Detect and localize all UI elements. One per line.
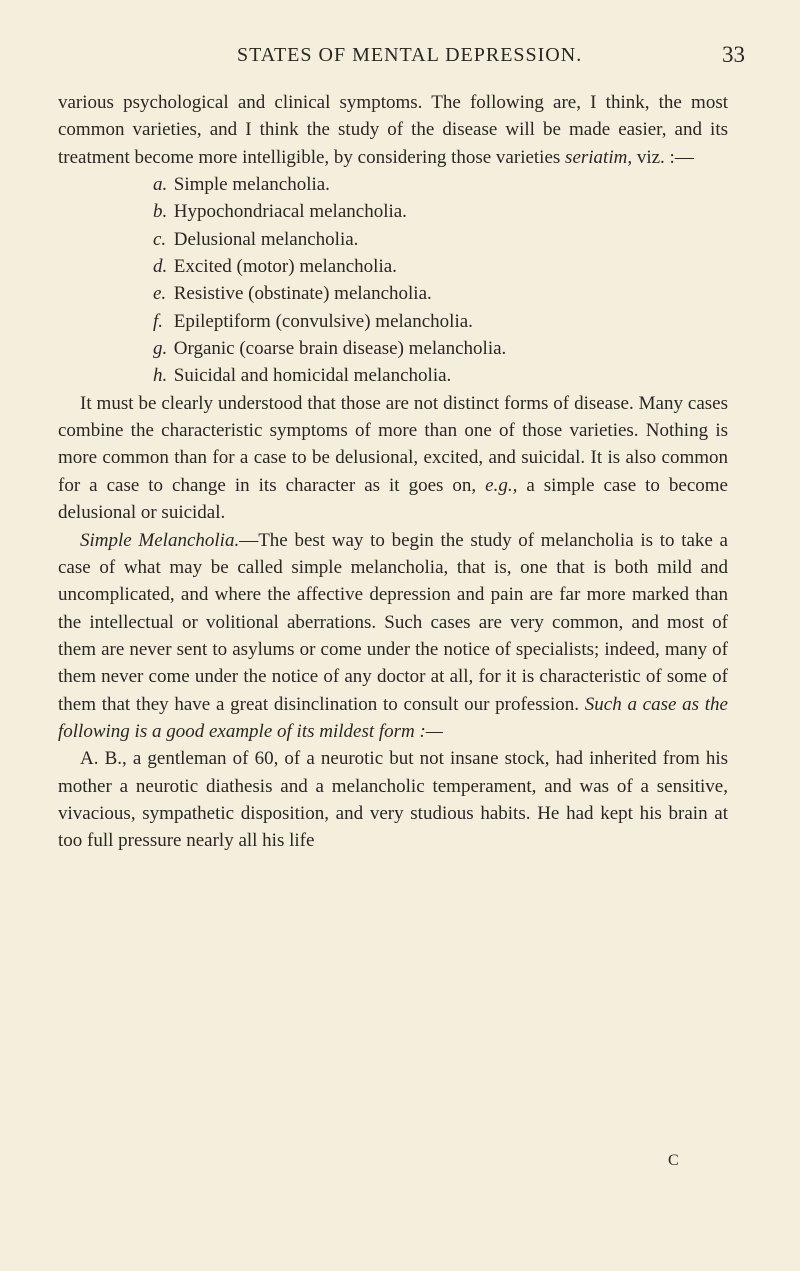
- section-heading: Simple Melancholia.: [80, 529, 240, 551]
- list-item: [58, 362, 728, 389]
- list-item: [58, 171, 728, 198]
- list-letter: a.: [153, 174, 168, 196]
- varieties-list: [58, 171, 728, 390]
- list-label: Suicidal and homicidal melancholia.: [173, 365, 452, 387]
- body-text: [58, 89, 728, 855]
- list-item: [58, 226, 728, 253]
- running-title: STATES OF MENTAL DEPRESSION.: [237, 44, 583, 66]
- list-letter: e.: [153, 283, 167, 305]
- para2-before: It must be clearly understood that those are not distinct forms of disease. Many cases combine the characteristic symptoms of more than one of those varieties. Nothing is more common than for a case to be delusional, excited, and suicidal. It is also common for a case to change in its character as it goes on,: [58, 392, 728, 496]
- list-letter: b.: [153, 201, 168, 223]
- list-label: Epileptiform (convulsive) melancholia.: [173, 310, 473, 332]
- case-paragraph: [58, 745, 728, 854]
- list-item: [58, 335, 728, 362]
- para4-body: A. B., a gentleman of 60, of a neurotic but not insane stock, had inherited from his mother a neurotic diathesis and a melancholic temperament, and was of a sensitive, vivacious, sympathetic disposition, and very studious habits. He had kept his brain at too full pressure nearly all his life: [58, 748, 728, 852]
- intro-paragraph: [58, 89, 728, 171]
- list-label: Resistive (obstinate) melancholia.: [173, 283, 432, 305]
- list-label: Excited (motor) melancholia.: [173, 256, 397, 278]
- list-letter: c.: [153, 228, 167, 250]
- para3-italic-close: Such a case as the following is a good example of its mildest form :—: [58, 693, 728, 742]
- simple-melancholia-paragraph: [58, 527, 728, 746]
- distinct-forms-paragraph: [58, 390, 728, 527]
- para3-body: —The best way to begin the study of melancholia is to take a case of what may be called simple melancholia, that is, one that is both mild and uncomplicated, and where the affective depression and pain are far more marked than the intellectual or volitional aberrations. Such cases are very common, and most of them are never sent to asylums or come under the notice of specialists; indeed, many of them never come under the notice of any doctor at all, for it is characteristic of some of them that they have a great disinclination to consult our profession.: [58, 529, 728, 715]
- viz-text: viz. :—: [632, 146, 694, 168]
- list-label: Organic (coarse brain disease) melancholia.: [173, 338, 507, 360]
- list-label: Delusional melancholia.: [173, 228, 359, 250]
- list-label: Simple melancholia.: [173, 174, 330, 196]
- para2-after: a simple case to become delusional or suicidal.: [58, 474, 728, 524]
- intro-text: various psychological and clinical symptoms. The following are, I think, the most common varieties, and I think the study of the disease will be made easier, and its treatment become more intelligible, by considering those varieties: [58, 92, 728, 168]
- list-letter: h.: [153, 365, 168, 387]
- list-label: Hypochondriacal melancholia.: [173, 201, 407, 223]
- running-head: [0, 44, 800, 74]
- list-item: [58, 280, 728, 307]
- list-letter: g.: [153, 338, 168, 360]
- list-item: [58, 308, 728, 335]
- page-number: 33: [722, 42, 745, 67]
- list-item: [58, 253, 728, 280]
- list-letter: f.: [153, 310, 164, 332]
- signature-mark: C: [668, 1152, 679, 1169]
- list-item: [58, 198, 728, 225]
- list-letter: d.: [153, 256, 168, 278]
- eg-abbrev: e.g.,: [485, 474, 518, 496]
- seriatim-word: seriatim,: [565, 146, 633, 168]
